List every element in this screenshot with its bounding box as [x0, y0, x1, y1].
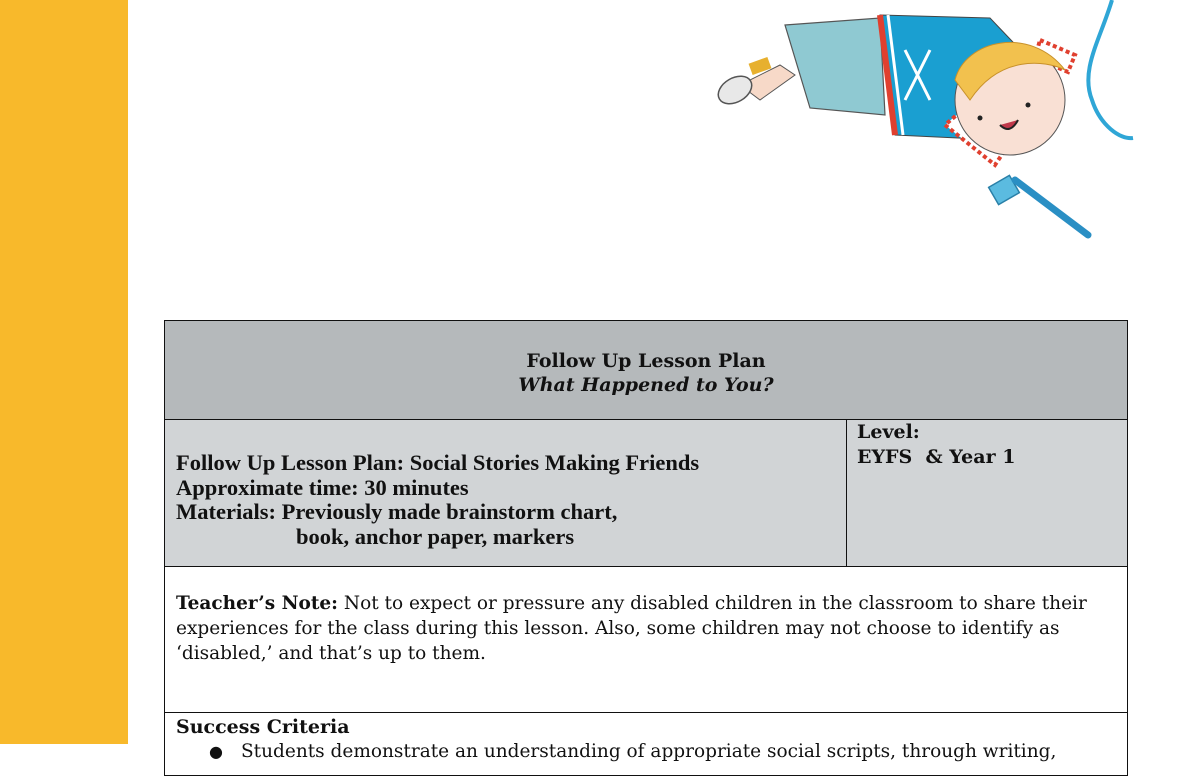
teacher-note-cell: [165, 567, 1128, 713]
lesson-plan-table: [164, 320, 1128, 776]
materials-line-2: book, anchor paper, markers: [296, 523, 575, 549]
lesson-info-cell: [165, 420, 847, 567]
teacher-note-label: Teacher’s Note:: [176, 593, 339, 614]
lesson-topic: Follow Up Lesson Plan: Social Stories Making Friends: [176, 450, 700, 475]
level-cell: [847, 420, 1128, 567]
book-title: What Happened to You?: [518, 374, 774, 396]
boy-pirate-illustration-icon: [700, 0, 1150, 250]
materials-line-1: Materials: Previously made brainstorm chart,: [176, 499, 618, 524]
teacher-note: [176, 591, 1116, 666]
list-item: [209, 739, 1116, 765]
approximate-time: Approximate time: 30 minutes: [176, 474, 469, 500]
info-row: [165, 420, 1128, 567]
success-criteria-list: [176, 739, 1116, 765]
success-criteria-cell: [165, 713, 1128, 776]
teacher-note-row: [165, 567, 1128, 713]
title-row: [165, 321, 1128, 420]
criteria-text: Students demonstrate an understanding of appropriate social scripts, through writing,: [241, 741, 1057, 762]
side-color-bar: [0, 0, 128, 744]
success-criteria-row: [165, 713, 1128, 776]
lesson-plan-title: Follow Up Lesson Plan: [526, 350, 766, 372]
title-cell: [165, 321, 1128, 420]
level-label: Level:: [857, 421, 920, 443]
bullet-icon: ●: [209, 742, 223, 761]
level-value: EYFS & Year 1: [857, 446, 1016, 468]
success-criteria-title: Success Criteria: [176, 716, 350, 738]
teacher-note-text: Not to expect or pressure any disabled children in the classroom to share their experiences for the class during this lesson. Also, some children may not choose to identify as ‘disabled,’ and that’s up to them.: [176, 593, 1087, 664]
